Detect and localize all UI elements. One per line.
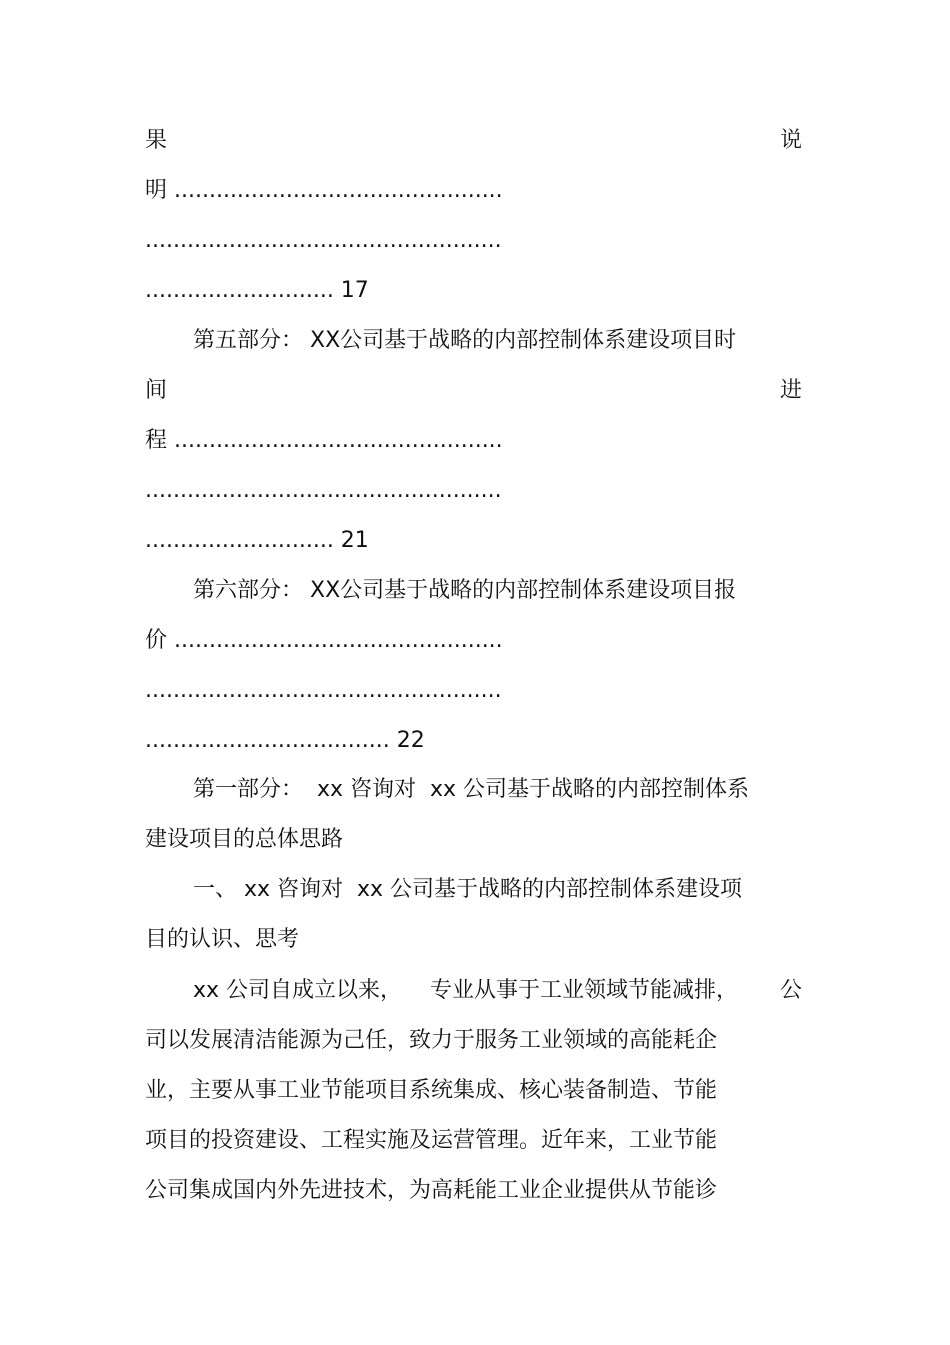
subsection-heading-cont: 目的认识、思考 [145, 927, 300, 952]
text-line: 明 ............................................... [145, 178, 503, 203]
text-line: 进 [780, 378, 803, 403]
section-heading-cont: 建设项目的总体思路 [145, 827, 344, 852]
text-line: ................................................... [145, 478, 502, 503]
subsection-heading: 一、 xx 咨询对 xx 公司基于战略的内部控制体系建设项 [193, 877, 743, 902]
paragraph-line: xx 公司自成立以来， 专业从事于工业领域节能减排， 公 [193, 978, 802, 1003]
paragraph-line: 司以发展清洁能源为己任，致力于服务工业领域的高能耗企 [145, 1028, 718, 1053]
toc-page-number-line: ........................... 21 [145, 528, 369, 553]
paragraph-line: 业，主要从事工业节能项目系统集成、核心装备制造、节能 [145, 1078, 718, 1103]
text-line: 说 [780, 128, 803, 153]
text-line: ................................................... [145, 678, 502, 703]
text-line: 价 ............................................... [145, 628, 503, 653]
section-heading: 第一部分： xx 咨询对 xx 公司基于战略的内部控制体系 [193, 777, 750, 802]
toc-page-number-line: ........................... 17 [145, 278, 369, 303]
text-line: ................................................... [145, 228, 502, 253]
toc-page-number-line: ................................... 22 [145, 728, 425, 753]
paragraph-line: 项目的投资建设、工程实施及运营管理。近年来，工业节能 [145, 1128, 718, 1153]
toc-entry-part5: 第五部分： XX公司基于战略的内部控制体系建设项目时 [193, 328, 737, 353]
paragraph-line: 公司集成国内外先进技术，为高耗能工业企业提供从节能诊 [145, 1178, 718, 1203]
text-line: 间 [145, 378, 168, 403]
toc-entry-part6: 第六部分： XX公司基于战略的内部控制体系建设项目报 [193, 578, 737, 603]
text-line: 果 [145, 128, 168, 153]
text-line: 程 ............................................... [145, 428, 503, 453]
